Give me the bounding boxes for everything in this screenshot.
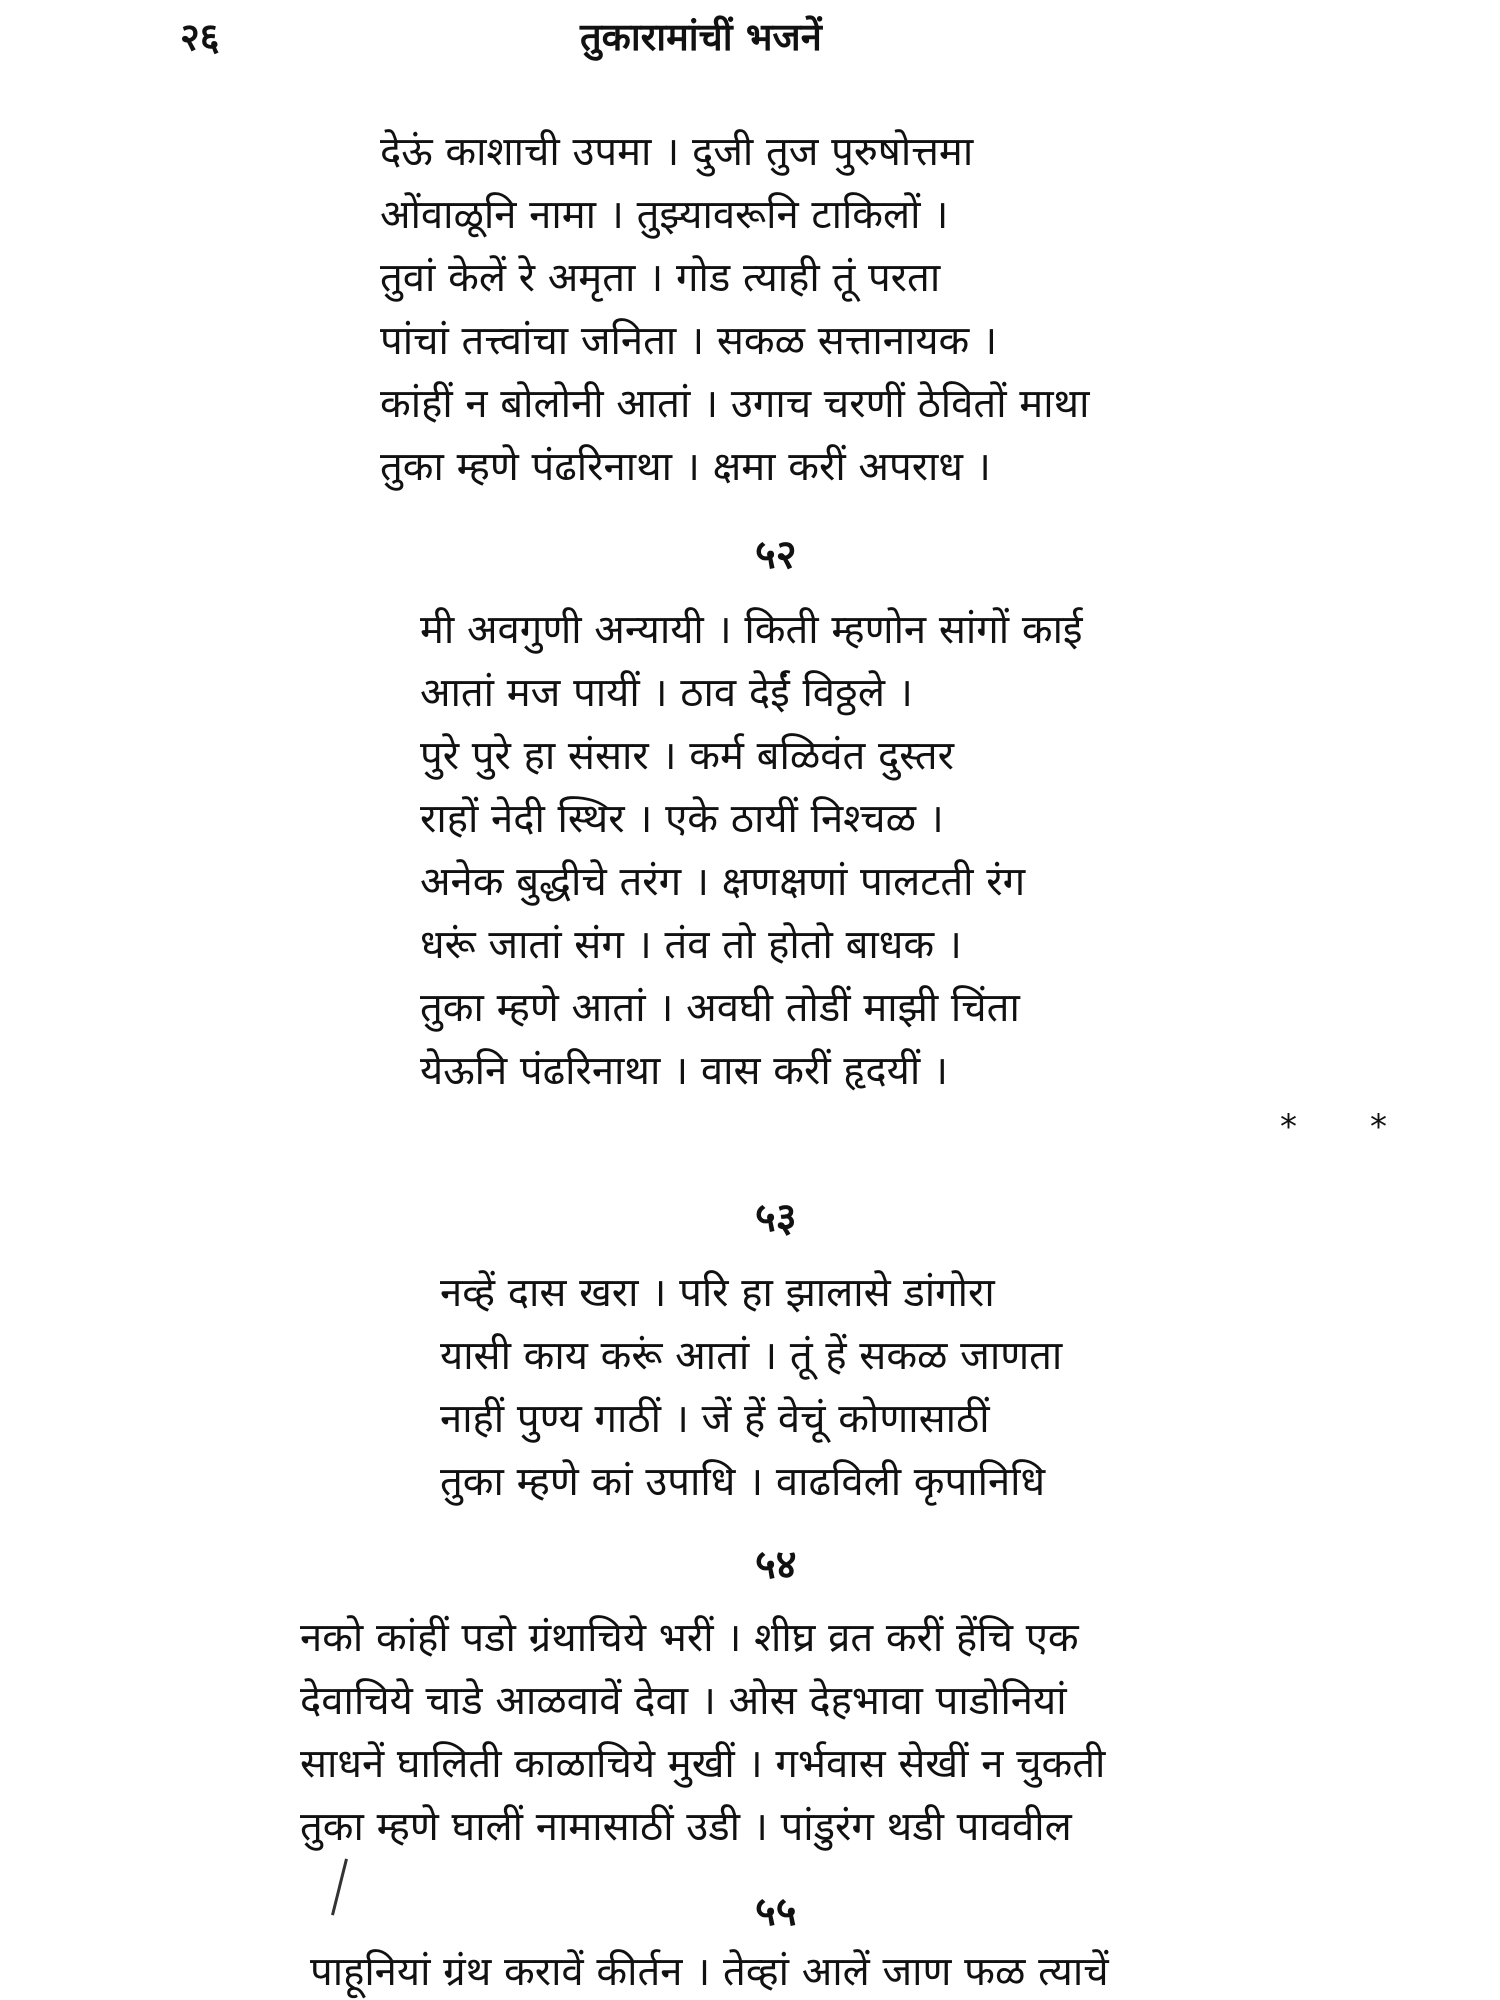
verse-line: तुवां केलें रे अमृता । गोड त्याही तूं परता — [380, 255, 941, 301]
verse-line: धरूं जातां संग । तंव तो होतो बाधक । — [420, 922, 962, 968]
verse-line: तुका म्हणे आतां । अवघी तोडीं माझी चिंता — [420, 985, 1020, 1031]
verse-line: नाहीं पुण्य गाठीं । जें हें वेचूं कोणासाठीं — [440, 1396, 990, 1442]
verse-line: नको कांहीं पडो ग्रंथाचिये भरीं । शीघ्र व्रत करीं हेंचि एक — [300, 1615, 1079, 1661]
separator-star: * — [1280, 1107, 1297, 1147]
verse-number: ५२ — [755, 532, 797, 578]
verse-line: तुका म्हणे कां उपाधि । वाढविली कृपानिधि — [440, 1459, 1046, 1505]
verse-line: देवाचिये चाडे आळवावें देवा । ओस देहभावा पाडोनियां — [300, 1678, 1067, 1724]
verse-line: येऊनि पंढरिनाथा । वास करीं हृदयीं । — [420, 1048, 949, 1094]
running-title: तुकारामांचीं भजनें — [580, 15, 822, 59]
verse-line: कांहीं न बोलोनी आतां । उगाच चरणीं ठेवितों माथा — [380, 381, 1090, 427]
verse-line: यासी काय करूं आतां । तूं हें सकळ जाणता — [440, 1333, 1063, 1379]
verse-line: ओंवाळूनि नामा । तुझ्यावरूनि टाकिलों । — [380, 192, 949, 238]
verse-number: ५५ — [755, 1889, 797, 1935]
verse-line: राहों नेदी स्थिर । एके ठायीं निश्चळ । — [420, 796, 944, 842]
verse-line: देऊं काशाची उपमा । दुजी तुज पुरुषोत्तमा — [380, 129, 974, 175]
verse-line: पुरे पुरे हा संसार । कर्म बळिवंत दुस्तर — [420, 733, 954, 779]
stray-pen-mark — [331, 1858, 348, 1915]
verse-line: साधनें घालिती काळाचिये मुखीं । गर्भवास सेखीं न चुकती — [300, 1741, 1106, 1787]
verse-line: अनेक बुद्धीचे तरंग । क्षणक्षणां पालटती रंग — [420, 859, 1026, 905]
verse-line: मी अवगुणी अन्यायी । किती म्हणोन सांगों काई — [420, 607, 1083, 653]
verse-line: पाहूनियां ग्रंथ करावें कीर्तन । तेव्हां आलें जाण फळ त्याचें — [310, 1949, 1109, 1995]
verse-number: ५४ — [755, 1542, 797, 1588]
verse-line: तुका म्हणे पंढरिनाथा । क्षमा करीं अपराध । — [380, 444, 991, 490]
verse-line: आतां मज पायीं । ठाव देईं विठ्ठले । — [420, 670, 913, 716]
verse-line: पांचां तत्त्वांचा जनिता । सकळ सत्तानायक । — [380, 318, 998, 364]
page-number: २६ — [180, 15, 220, 59]
verse-number: ५३ — [755, 1195, 797, 1241]
verse-line: नव्हें दास खरा । परि हा झालासे डांगोरा — [440, 1270, 995, 1316]
verse-line: तुका म्हणे घालीं नामासाठीं उडी । पांडुरंग थडी पाववील — [300, 1804, 1072, 1850]
separator-star: * — [1370, 1107, 1387, 1147]
